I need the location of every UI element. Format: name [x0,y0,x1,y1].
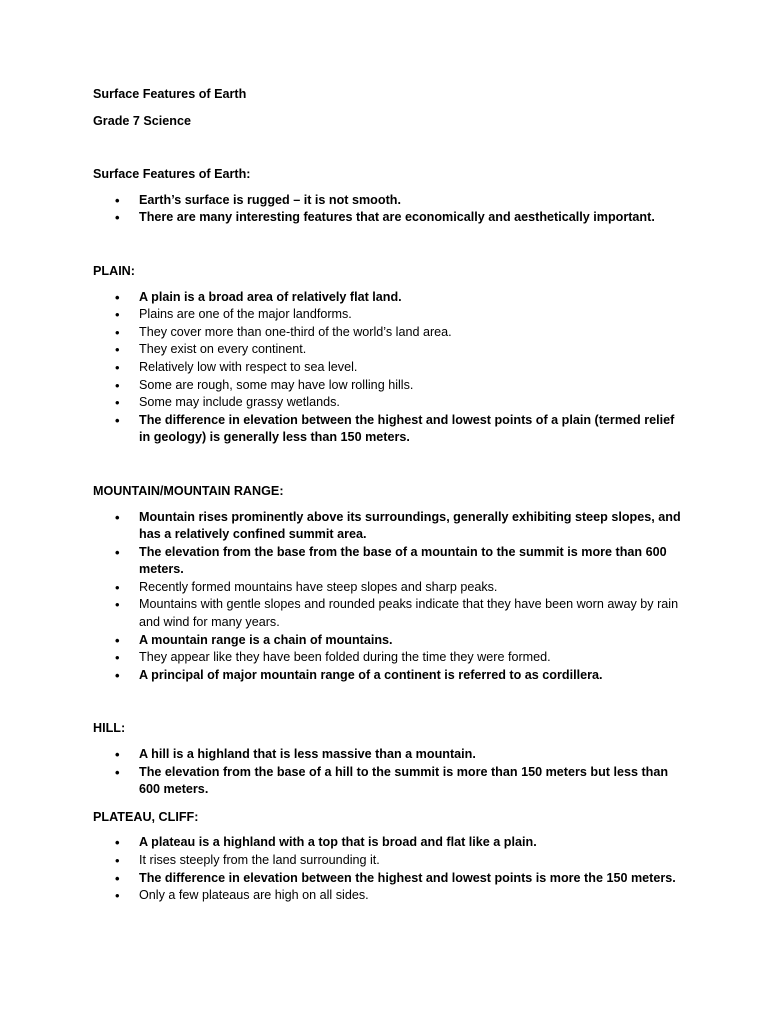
section [93,720,688,798]
bullet-dot-icon: • [115,289,120,305]
bullet-list [93,834,688,904]
bullet-text: A plateau is a highland with a top that is broad and flat like a plain. [139,835,537,850]
bullet-item [93,544,688,579]
bullet-item [93,412,688,447]
bullet-dot-icon: • [115,667,120,683]
bullet-list [93,509,688,685]
bullet-item [93,209,688,227]
bullet-item [93,289,688,307]
bullet-dot-icon: • [115,888,120,904]
bullet-dot-icon: • [115,632,120,648]
document-subtitle: Grade 7 Science [93,113,192,128]
bullet-dot-icon: • [115,853,120,868]
bullet-dot-icon: • [115,650,120,666]
section [93,809,688,905]
bullet-text: A plain is a broad area of relatively flat land. [139,289,402,304]
bullet-text: Relatively low with respect to sea level. [139,359,358,374]
section-heading: MOUNTAIN/MOUNTAIN RANGE: [93,483,284,498]
bullet-item [93,632,688,650]
bullet-text: The difference in elevation between the highest and lowest points is more the 150 meters. [139,870,676,885]
section [93,483,688,685]
bullet-item [93,746,688,764]
bullet-text: They appear like they have been folded during the time they were formed. [139,650,551,665]
bullet-dot-icon: • [115,342,120,358]
bullet-dot-icon: • [115,210,120,226]
bullet-list [93,192,688,227]
bullet-item [93,852,688,870]
bullet-item [93,870,688,888]
bullet-text: Mountains with gentle slopes and rounded peaks indicate that they have been worn away by rain and wind for many years. [139,597,679,630]
bullet-item [93,324,688,342]
bullet-list [93,746,688,799]
bullet-dot-icon: • [115,307,120,323]
bullet-text: They cover more than one-third of the world’s land area. [139,324,452,339]
bullet-text: It rises steeply from the land surrounding it. [139,853,380,867]
bullet-dot-icon: • [115,395,120,411]
bullet-text: Some are rough, some may have low rolling hills. [139,377,414,392]
bullet-dot-icon: • [115,509,120,525]
bullet-dot-icon: • [115,597,120,613]
bullet-dot-icon: • [115,544,120,560]
bullet-text: A hill is a highland that is less massive than a mountain. [139,747,476,762]
bullet-item [93,667,688,685]
bullet-text: Recently formed mountains have steep slopes and sharp peaks. [139,579,498,594]
section-heading: HILL: [93,721,126,736]
section [93,166,688,227]
bullet-text: A principal of major mountain range of a continent is referred to as cordillera. [139,667,603,682]
bullet-dot-icon: • [115,764,120,780]
bullet-list [93,289,688,447]
section [93,263,688,447]
bullet-text: The elevation from the base of a hill to the summit is more than 150 meters but less than 600 meters. [139,764,669,797]
bullet-item [93,887,688,905]
bullet-dot-icon: • [115,579,120,595]
bullet-item [93,579,688,597]
bullet-item [93,649,688,667]
section-heading: PLAIN: [93,263,135,278]
bullet-dot-icon: • [115,870,120,886]
bullet-text: A mountain range is a chain of mountains. [139,632,393,647]
bullet-item [93,341,688,359]
bullet-text: Only a few plateaus are high on all sides. [139,888,369,903]
bullet-item [93,834,688,852]
bullet-item [93,306,688,324]
bullet-item [93,192,688,210]
bullet-text: There are many interesting features that are economically and aesthetically important. [139,210,655,225]
bullet-dot-icon: • [115,835,120,851]
bullet-text: The difference in elevation between the highest and lowest points of a plain (termed relief in geology) is generally less than 150 meters. [139,412,675,445]
bullet-dot-icon: • [115,377,120,393]
bullet-text: Plains are one of the major landforms. [139,307,352,322]
section-heading: Surface Features of Earth: [93,167,251,182]
bullet-text: They exist on every continent. [139,342,307,357]
bullet-text: Earth’s surface is rugged – it is not smooth. [139,192,401,207]
bullet-item [93,377,688,395]
bullet-item [93,509,688,544]
bullet-item [93,359,688,377]
section-heading: PLATEAU, CLIFF: [93,809,199,824]
bullet-item [93,394,688,412]
bullet-dot-icon: • [115,192,120,208]
bullet-dot-icon: • [115,359,120,375]
sections-container [93,166,688,905]
document-title: Surface Features of Earth [93,87,247,101]
bullet-dot-icon: • [115,747,120,763]
bullet-dot-icon: • [115,324,120,340]
bullet-item [93,764,688,799]
bullet-dot-icon: • [115,412,120,428]
bullet-text: The elevation from the base from the base of a mountain to the summit is more than 600 meters. [139,544,667,577]
bullet-item [93,596,688,631]
bullet-text: Some may include grassy wetlands. [139,395,340,410]
bullet-text: Mountain rises prominently above its surroundings, generally exhibiting steep slopes, and has a relatively confined summit area. [139,509,681,542]
